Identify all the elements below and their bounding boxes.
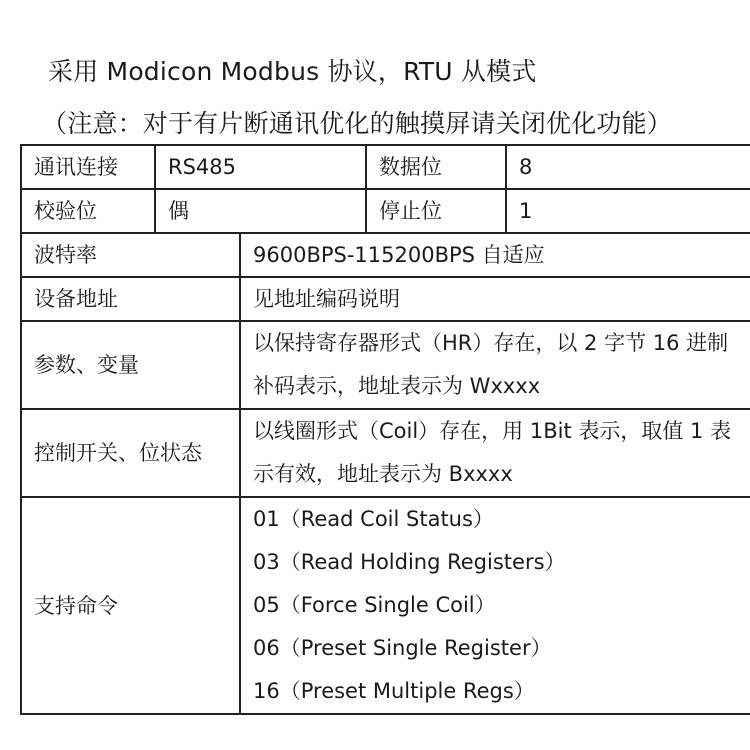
heading-note: （注意：对于有片断通讯优化的触摸屏请关闭优化功能） [42,109,673,138]
command-item: 05（Force Single Coil） [253,593,496,617]
control-value [240,409,750,497]
address-value: 见地址编码说明 [240,277,750,321]
control-value-line: 以线圈形式（Coil）存在，用 1Bit 表示，取值 1 表 [253,419,732,443]
command-item: 06（Preset Single Register） [253,636,552,660]
table-row [21,409,750,497]
baud-label: 波特率 [21,233,240,277]
baud-value: 9600BPS-115200BPS 自适应 [240,233,750,277]
stopbits-label: 停止位 [366,189,506,233]
table-row [21,321,750,409]
control-value-line: 示有效，地址表示为 Bxxxx [253,462,513,486]
param-value-line: 以保持寄存器形式（HR）存在，以 2 字节 16 进制 [253,331,729,355]
commands-label: 支持命令 [21,497,240,714]
table-row [21,145,750,189]
parity-label: 校验位 [21,189,155,233]
stopbits-value: 1 [506,189,750,233]
comm-value: RS485 [155,145,366,189]
spec-table [20,144,750,715]
command-item: 16（Preset Multiple Regs） [253,679,535,703]
comm-label: 通讯连接 [21,145,155,189]
address-label: 设备地址 [21,277,240,321]
table-row [21,189,750,233]
table-row [21,277,750,321]
databits-label: 数据位 [366,145,506,189]
param-value [240,321,750,409]
parity-value: 偶 [155,189,366,233]
commands-list [240,497,750,714]
databits-value: 8 [506,145,750,189]
command-item: 01（Read Coil Status） [253,507,494,531]
param-label: 参数、变量 [21,321,240,409]
command-item: 03（Read Holding Registers） [253,550,566,574]
param-value-line: 补码表示，地址表示为 Wxxxx [253,374,541,398]
heading-protocol: 采用 Modicon Modbus 协议，RTU 从模式 [48,57,537,86]
table-row [21,233,750,277]
table-row [21,497,750,714]
control-label: 控制开关、位状态 [21,409,240,497]
